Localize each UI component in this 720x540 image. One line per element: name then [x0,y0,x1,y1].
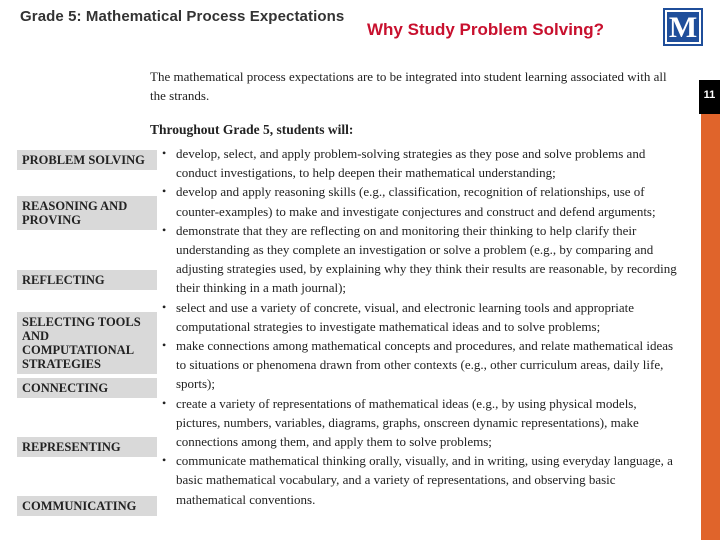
intro-text: The mathematical process expectations are to be integrated into student learning associated with all the strands. [150,69,667,103]
process-label-representing: REPRESENTING [17,437,157,457]
page-number: 11 [699,80,720,114]
process-label-reflecting: REFLECTING [17,270,157,290]
slide-title: Why Study Problem Solving? [367,20,605,39]
list-item: • develop, select, and apply problem-solving strategies as they pose and solve problems and conduct investigations, to help deepen their mathematical understanding; [160,144,678,182]
list-item: • create a variety of representations of mathematical ideas (e.g., by using physical models, pictures, numbers, variables, diagrams, graphs, onscreen dynamic representations), make connections among them, and apply them to solve problems; [160,394,678,452]
list-item: • communicate mathematical thinking orally, visually, and in writing, using everyday language, a basic mathematical vocabulary, and a variety of representations, and observing basic mathematical conventions. [160,451,678,509]
list-item: • demonstrate that they are reflecting on and monitoring their thinking to help clarify their understanding as they complete an investigation or solve a problem (e.g., by comparing and adjusting strategies used, by explaining why they think their results are reasonable, by recording their thinking in a math journal); [160,221,678,298]
process-label-communicating: COMMUNICATING [17,496,157,516]
process-label-connecting: CONNECTING [17,378,157,398]
list-item: • make connections among mathematical concepts and procedures, and relate mathematical ideas to situations or phenomena drawn from other contexts (e.g., other curriculum areas, daily life, sports); [160,336,678,394]
logo [663,8,703,46]
logo-letter: M [668,11,698,44]
section-heading: Throughout Grade 5, students will: [150,122,354,137]
list-item: • select and use a variety of concrete, visual, and electronic learning tools and appropriate computational strategies to investigate mathematical ideas and to solve problems; [160,298,678,336]
expectations-list [160,144,678,509]
process-label-reasoning-and-proving: REASONING AND PROVING [17,196,157,230]
accent-side-bar [701,80,720,540]
process-label-problem-solving: PROBLEM SOLVING [17,150,157,170]
process-label-selecting-tools: SELECTING TOOLS AND COMPUTATIONAL STRATEGIES [17,312,157,374]
list-item: • develop and apply reasoning skills (e.g., classification, recognition of relationships, use of counter-examples) to make and investigate conjectures and construct and defend arguments; [160,182,678,220]
document-title: Grade 5: Mathematical Process Expectations [20,8,345,25]
